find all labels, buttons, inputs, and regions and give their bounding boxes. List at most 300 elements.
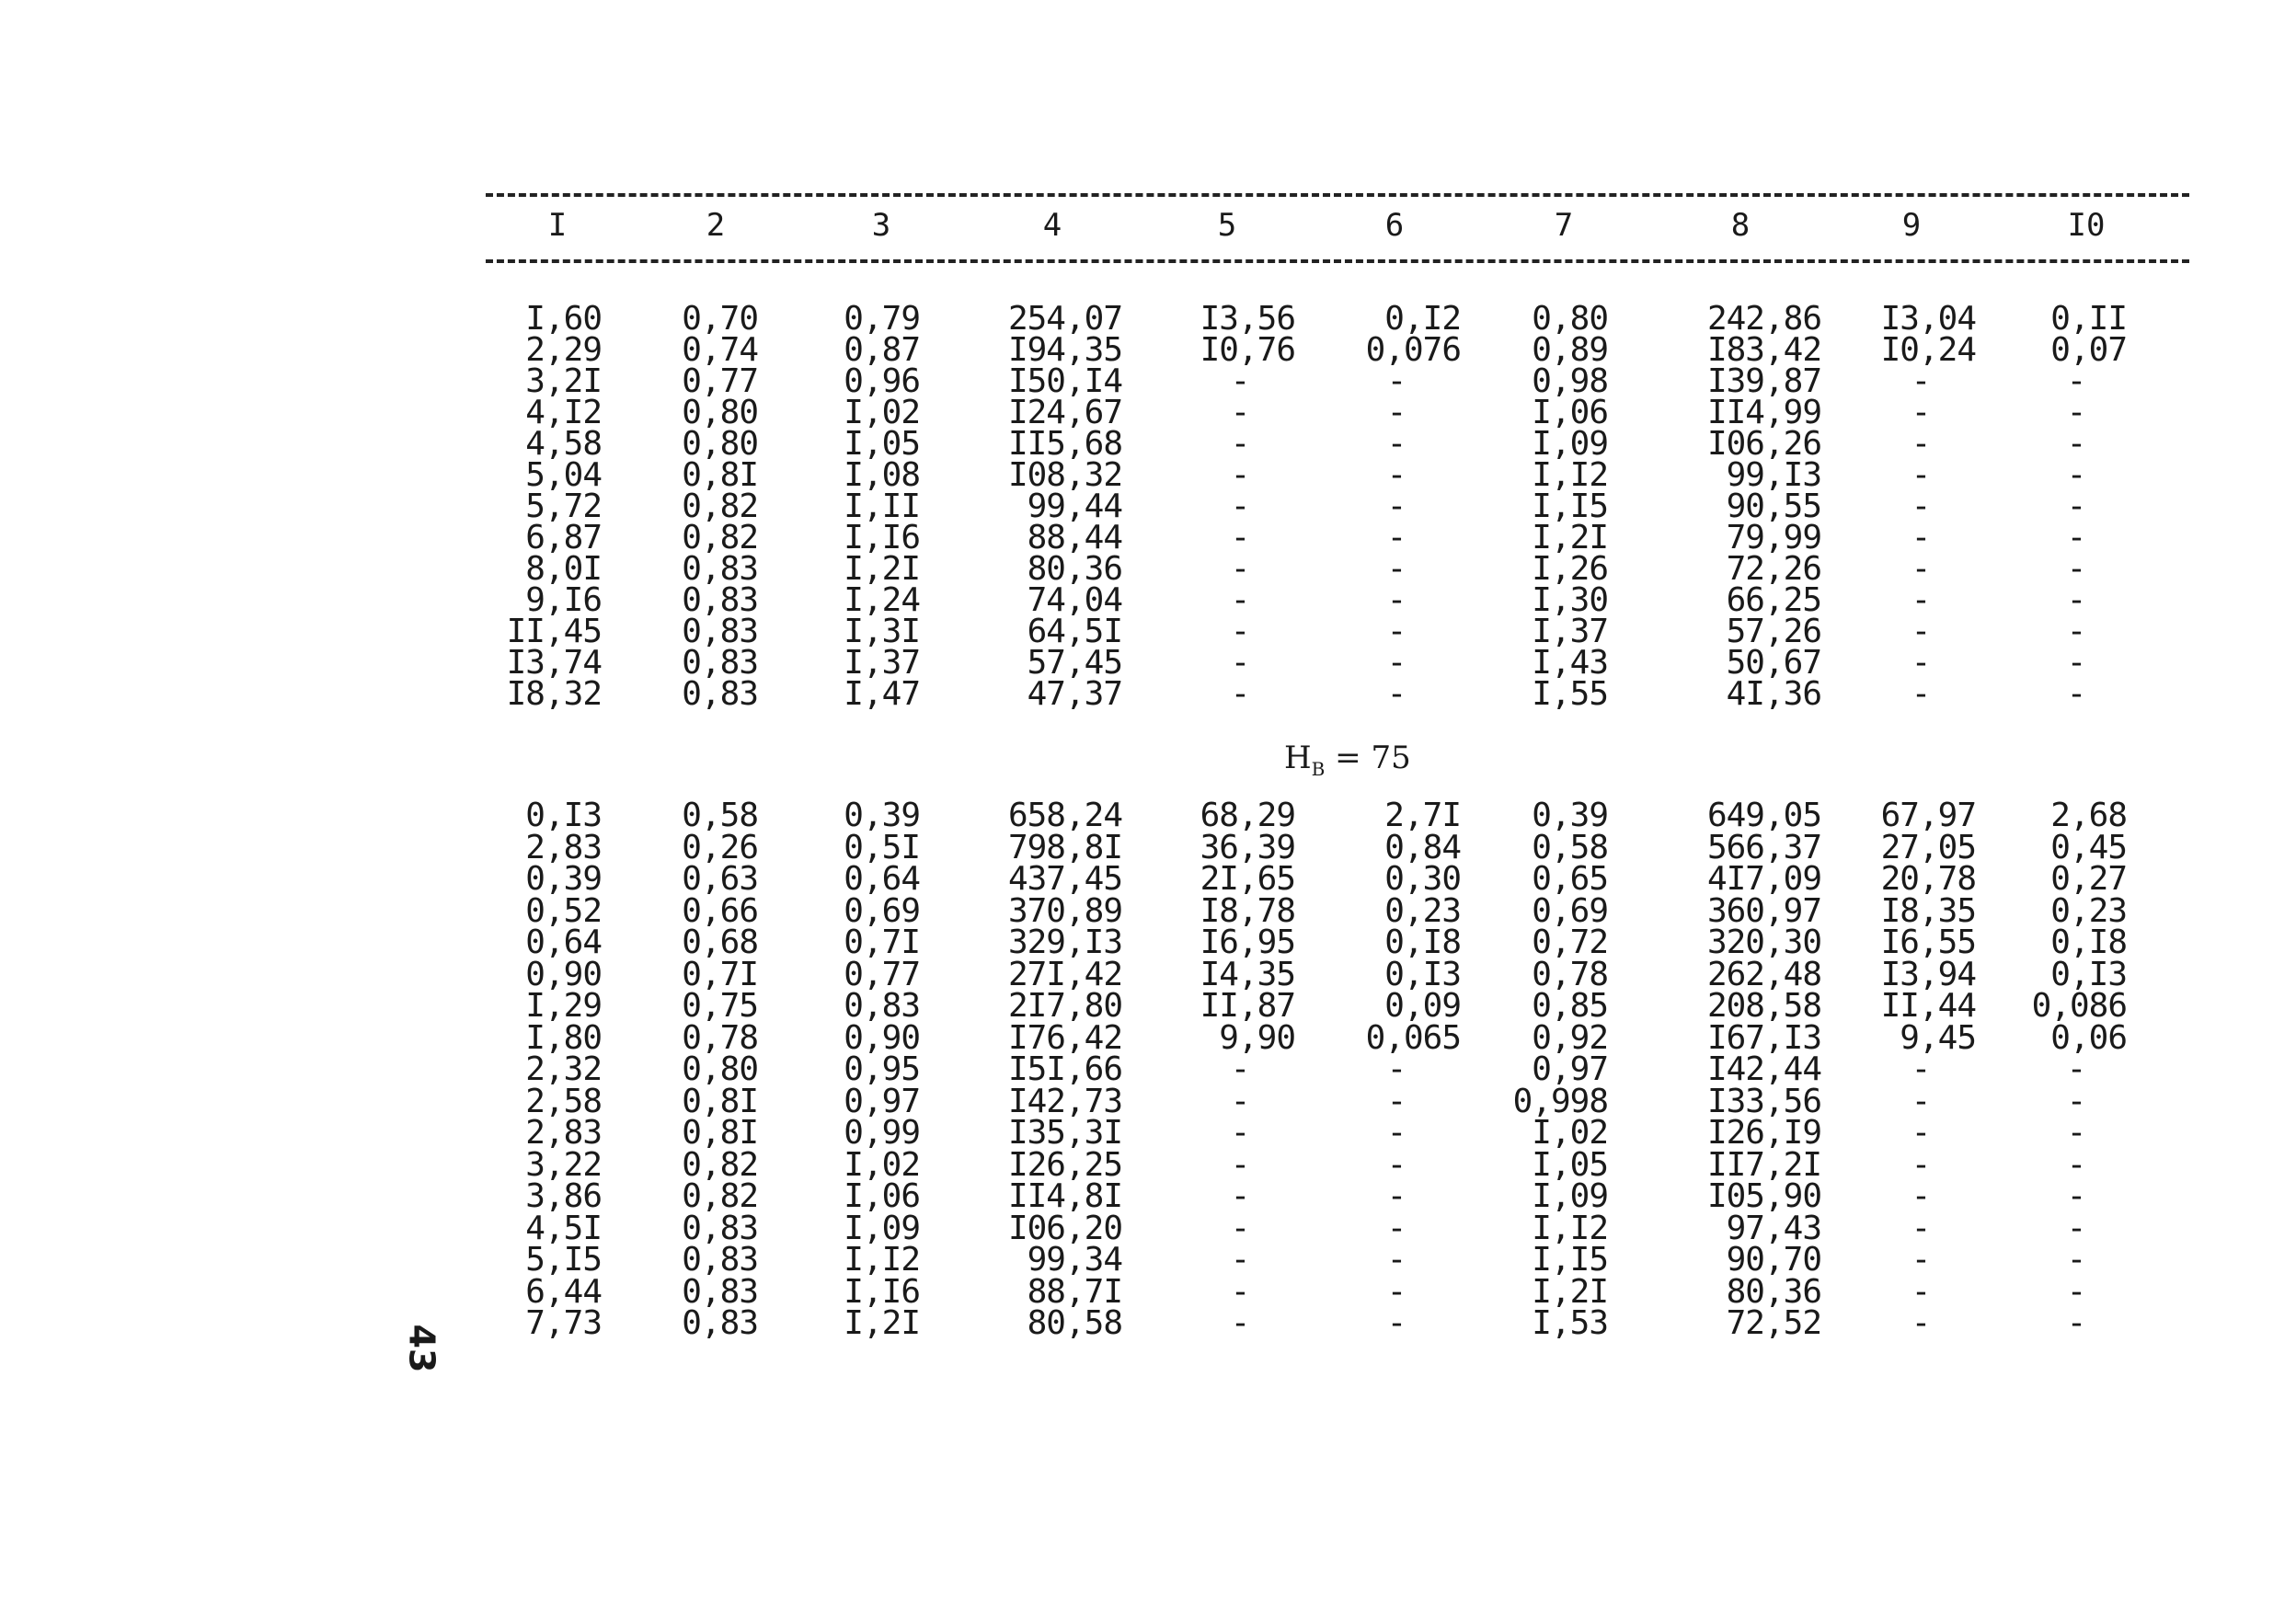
header-col-7: 7	[1554, 207, 1574, 244]
table-cell: I,I6	[844, 519, 920, 556]
table-cell: 0,I3	[2050, 955, 2127, 993]
table-cell: I8,35	[1880, 891, 1976, 930]
block2-column-9	[1866, 797, 1976, 1342]
table-cell: 4I7,09	[1706, 860, 1821, 898]
table-cell: 0,5I	[844, 828, 920, 866]
table-cell: I,3I	[844, 613, 920, 650]
table-cell: 0,83	[682, 1209, 758, 1247]
table-cell: 0,58	[682, 797, 758, 834]
table-cell: -	[1386, 1272, 1406, 1311]
table-cell: 9,I6	[525, 581, 602, 619]
block1-column-7	[1498, 300, 1608, 713]
table-cell: -	[1230, 1177, 1250, 1215]
table-cell: 47,37	[1027, 675, 1122, 713]
table-cell: -	[1230, 1082, 1250, 1120]
table-cell: I,2I	[844, 1304, 920, 1342]
table-cell: -	[2066, 613, 2086, 650]
table-cell: 0,39	[844, 797, 920, 834]
table-cell: 3,86	[525, 1177, 602, 1215]
table-cell: 4,58	[525, 425, 602, 463]
table-cell: -	[1386, 1145, 1406, 1184]
table-cell: 5,I5	[525, 1241, 602, 1279]
table-cell: 88,44	[1027, 519, 1122, 556]
table-cell: 0,80	[682, 425, 758, 463]
table-cell: 0,09	[1384, 987, 1461, 1025]
table-cell: -	[2066, 1145, 2086, 1184]
table-cell: 90,55	[1726, 488, 1821, 525]
table-cell: 0,30	[1384, 860, 1461, 898]
table-cell: 0,72	[1532, 923, 1608, 961]
table-cell: 2I,65	[1200, 860, 1295, 898]
table-cell: -	[1230, 456, 1250, 494]
table-cell: 0,79	[844, 300, 920, 338]
table-cell: 0,83	[682, 675, 758, 713]
table-cell: -	[2066, 488, 2086, 525]
table-cell: -	[1230, 488, 1250, 525]
table-cell: 0,I3	[525, 797, 602, 834]
block1-column-5	[1185, 300, 1295, 713]
table-cell: 0,90	[525, 955, 602, 993]
table-cell: I26,25	[1007, 1145, 1122, 1184]
table-cell: -	[1230, 362, 1250, 400]
table-cell: 0,82	[682, 488, 758, 525]
header-col-4: 4	[1042, 207, 1062, 244]
table-cell: -	[1230, 550, 1250, 588]
table-cell: 0,78	[682, 1018, 758, 1057]
table-cell: I,47	[844, 675, 920, 713]
separator-symbol: H	[1284, 740, 1312, 776]
table-cell: I,37	[844, 644, 920, 682]
table-cell: 4I,36	[1726, 675, 1821, 713]
header-col-6: 6	[1384, 207, 1405, 244]
table-cell: 0,83	[682, 1241, 758, 1279]
table-cell: I8,32	[506, 675, 602, 713]
table-cell: 0,82	[682, 1177, 758, 1215]
table-cell: -	[2066, 1209, 2086, 1247]
table-cell: -	[2066, 425, 2086, 463]
table-cell: -	[1230, 1209, 1250, 1247]
table-cell: 0,7I	[844, 923, 920, 961]
table-cell: 8,0I	[525, 550, 602, 588]
header-col-9: 9	[1901, 207, 1922, 244]
table-cell: I4,35	[1200, 955, 1295, 993]
table-cell: I6,55	[1880, 923, 1976, 961]
table-cell: -	[1386, 1304, 1406, 1342]
table-cell: 329,I3	[1007, 923, 1122, 961]
table-cell: -	[2066, 1177, 2086, 1215]
block1-column-8	[1665, 300, 1821, 713]
table-cell: -	[1911, 425, 1931, 463]
table-cell: I,02	[1532, 1114, 1608, 1152]
table-cell: I42,44	[1706, 1050, 1821, 1088]
table-cell: I,09	[1532, 425, 1608, 463]
table-cell: -	[2066, 456, 2086, 494]
table-cell: 566,37	[1706, 828, 1821, 866]
table-cell: 66,25	[1726, 581, 1821, 619]
table-cell: I0,24	[1880, 331, 1976, 369]
table-cell: 0,82	[682, 519, 758, 556]
table-cell: -	[1911, 519, 1931, 556]
table-cell: 798,8I	[1007, 828, 1122, 866]
table-cell: I,80	[525, 1018, 602, 1057]
table-cell: I,29	[525, 987, 602, 1025]
table-cell: II,45	[506, 613, 602, 650]
table-cell: -	[2066, 1241, 2086, 1279]
table-cell: I,2I	[1532, 1272, 1608, 1311]
table-cell: 360,97	[1706, 891, 1821, 930]
table-cell: 64,5I	[1027, 613, 1122, 650]
table-cell: -	[1911, 362, 1931, 400]
table-cell: 0,78	[1532, 955, 1608, 993]
table-cell: 0,06	[2050, 1018, 2127, 1057]
table-cell: 0,82	[682, 1145, 758, 1184]
table-cell: -	[1911, 1145, 1931, 1184]
table-cell: 0,63	[682, 860, 758, 898]
table-cell: 0,83	[682, 613, 758, 650]
table-cell: 658,24	[1007, 797, 1122, 834]
table-cell: -	[1386, 1209, 1406, 1247]
table-cell: -	[1911, 644, 1931, 682]
table-cell: II4,8I	[1007, 1177, 1122, 1215]
table-cell: I06,26	[1706, 425, 1821, 463]
table-cell: 370,89	[1007, 891, 1122, 930]
table-cell: I,26	[1532, 550, 1608, 588]
header-col-8: 8	[1730, 207, 1751, 244]
table-cell: 67,97	[1880, 797, 1976, 834]
table-cell: 0,69	[1532, 891, 1608, 930]
table-cell: 3,22	[525, 1145, 602, 1184]
table-cell: 9,45	[1900, 1018, 1976, 1057]
table-cell: -	[1386, 1082, 1406, 1120]
table-cell: -	[2066, 1114, 2086, 1152]
table-cell: I,60	[525, 300, 602, 338]
table-cell: I3,56	[1200, 300, 1295, 338]
table-cell: 68,29	[1200, 797, 1295, 834]
table-cell: 0,II	[2050, 300, 2127, 338]
table-cell: I6,95	[1200, 923, 1295, 961]
table-cell: 649,05	[1706, 797, 1821, 834]
table-cell: 0,66	[682, 891, 758, 930]
table-cell: -	[1230, 675, 1250, 713]
table-cell: I,05	[844, 425, 920, 463]
header-rule	[486, 259, 2189, 263]
block1-column-1	[473, 300, 602, 713]
block2-column-1	[473, 797, 602, 1342]
table-cell: II5,68	[1007, 425, 1122, 463]
table-cell: 50,67	[1726, 644, 1821, 682]
table-cell: 36,39	[1200, 828, 1295, 866]
block2-column-3	[809, 797, 920, 1342]
table-cell: -	[1230, 581, 1250, 619]
table-cell: -	[1386, 1177, 1406, 1215]
table-cell: 0,87	[844, 331, 920, 369]
table-cell: I8,78	[1200, 891, 1295, 930]
table-cell: 0,83	[844, 987, 920, 1025]
table-cell: II7,2I	[1706, 1145, 1821, 1184]
table-cell: 0,076	[1365, 331, 1461, 369]
header-col-5: 5	[1217, 207, 1237, 244]
table-cell: 208,58	[1706, 987, 1821, 1025]
table-cell: I,I2	[844, 1241, 920, 1279]
separator-subscript: B	[1311, 757, 1326, 780]
table-cell: I,24	[844, 581, 920, 619]
table-cell: I,2I	[844, 550, 920, 588]
block1-column-3	[809, 300, 920, 713]
table-cell: 2,83	[525, 1114, 602, 1152]
block-separator-label	[1284, 740, 1411, 780]
table-cell: -	[1911, 456, 1931, 494]
table-cell: -	[2066, 362, 2086, 400]
table-cell: I,06	[1532, 394, 1608, 431]
table-cell: 27I,42	[1007, 955, 1122, 993]
table-cell: 0,I8	[1384, 923, 1461, 961]
table-cell: I,2I	[1532, 519, 1608, 556]
block2-column-4	[966, 797, 1122, 1342]
table-cell: I,08	[844, 456, 920, 494]
table-cell: I,37	[1532, 613, 1608, 650]
table-cell: II,44	[1880, 987, 1976, 1025]
table-cell: -	[1230, 1272, 1250, 1311]
table-cell: I06,20	[1007, 1209, 1122, 1247]
table-cell: 4,5I	[525, 1209, 602, 1247]
table-cell: I,I2	[1532, 456, 1608, 494]
table-cell: 0,75	[682, 987, 758, 1025]
table-cell: 3,2I	[525, 362, 602, 400]
table-cell: 2,58	[525, 1082, 602, 1120]
table-cell: 0,58	[1532, 828, 1608, 866]
table-cell: 0,89	[1532, 331, 1608, 369]
table-cell: 0,90	[844, 1018, 920, 1057]
table-cell: 0,74	[682, 331, 758, 369]
table-cell: -	[1911, 550, 1931, 588]
table-cell: 2I7,80	[1007, 987, 1122, 1025]
table-cell: I39,87	[1706, 362, 1821, 400]
table-cell: -	[1230, 1050, 1250, 1088]
table-cell: I3,94	[1880, 955, 1976, 993]
table-cell: 0,I8	[2050, 923, 2127, 961]
top-rule	[486, 193, 2189, 197]
table-cell: 0,68	[682, 923, 758, 961]
table-cell: 72,52	[1726, 1304, 1821, 1342]
table-cell: -	[1386, 613, 1406, 650]
table-cell: -	[1386, 1241, 1406, 1279]
table-cell: 0,98	[1532, 362, 1608, 400]
table-cell: I,02	[844, 1145, 920, 1184]
table-cell: 0,80	[682, 394, 758, 431]
table-cell: -	[1230, 519, 1250, 556]
table-cell: I,55	[1532, 675, 1608, 713]
header-col-1: I	[547, 207, 568, 244]
table-cell: 27,05	[1880, 828, 1976, 866]
table-cell: 0,45	[2050, 828, 2127, 866]
table-cell: -	[1911, 1304, 1931, 1342]
table-cell: 0,64	[844, 860, 920, 898]
table-cell: 6,44	[525, 1272, 602, 1311]
table-cell: I24,67	[1007, 394, 1122, 431]
table-cell: -	[1230, 1145, 1250, 1184]
table-cell: 0,64	[525, 923, 602, 961]
table-cell: 0,77	[844, 955, 920, 993]
table-cell: 0,998	[1512, 1082, 1608, 1120]
table-cell: 0,80	[682, 1050, 758, 1088]
table-cell: 7,73	[525, 1304, 602, 1342]
table-cell: -	[2066, 1082, 2086, 1120]
page-number: 43	[401, 1324, 442, 1373]
header-row	[486, 207, 2189, 250]
table-cell: 80,36	[1027, 550, 1122, 588]
table-cell: 57,45	[1027, 644, 1122, 682]
table-cell: 0,23	[1384, 891, 1461, 930]
table-cell: I,02	[844, 394, 920, 431]
block2-column-7	[1498, 797, 1608, 1342]
table-cell: 90,70	[1726, 1241, 1821, 1279]
table-cell: 0,85	[1532, 987, 1608, 1025]
table-cell: -	[1386, 519, 1406, 556]
table-cell: 0,84	[1384, 828, 1461, 866]
table-cell: I08,32	[1007, 456, 1122, 494]
table-cell: -	[2066, 394, 2086, 431]
table-cell: I35,3I	[1007, 1114, 1122, 1152]
table-cell: -	[1230, 425, 1250, 463]
table-cell: I,I5	[1532, 1241, 1608, 1279]
table-cell: I94,35	[1007, 331, 1122, 369]
table-cell: -	[1911, 675, 1931, 713]
table-cell: I,43	[1532, 644, 1608, 682]
table-cell: -	[1230, 613, 1250, 650]
table-cell: I76,42	[1007, 1018, 1122, 1057]
table-cell: -	[1911, 613, 1931, 650]
table-cell: 0,7I	[682, 955, 758, 993]
table-cell: I26,I9	[1706, 1114, 1821, 1152]
table-cell: I,30	[1532, 581, 1608, 619]
table-cell: -	[1911, 1209, 1931, 1247]
table-cell: 0,83	[682, 550, 758, 588]
table-cell: I0,76	[1200, 331, 1295, 369]
header-col-2: 2	[706, 207, 726, 244]
table-cell: 262,48	[1706, 955, 1821, 993]
table-cell: 80,36	[1726, 1272, 1821, 1311]
block2-column-10	[2026, 797, 2127, 1342]
table-cell: -	[2066, 519, 2086, 556]
table-cell: 57,26	[1726, 613, 1821, 650]
table-cell: 0,77	[682, 362, 758, 400]
table-cell: 0,8I	[682, 1082, 758, 1120]
table-cell: -	[1911, 1050, 1931, 1088]
table-cell: -	[1386, 581, 1406, 619]
table-cell: -	[1230, 394, 1250, 431]
table-cell: 0,92	[1532, 1018, 1608, 1057]
table-cell: 0,80	[1532, 300, 1608, 338]
table-cell: 20,78	[1880, 860, 1976, 898]
table-cell: 254,07	[1007, 300, 1122, 338]
table-cell: 0,26	[682, 828, 758, 866]
table-cell: I,09	[844, 1209, 920, 1247]
table-cell: 2,83	[525, 828, 602, 866]
table-cell: -	[1386, 425, 1406, 463]
table-cell: -	[1386, 675, 1406, 713]
table-cell: 2,68	[2050, 797, 2127, 834]
table-cell: 0,99	[844, 1114, 920, 1152]
table-cell: I,II	[844, 488, 920, 525]
table-cell: I83,42	[1706, 331, 1821, 369]
table-cell: 320,30	[1706, 923, 1821, 961]
table-cell: II,87	[1200, 987, 1295, 1025]
table-cell: 99,I3	[1726, 456, 1821, 494]
table-cell: I67,I3	[1706, 1018, 1821, 1057]
table-cell: 2,29	[525, 331, 602, 369]
table-cell: I5I,66	[1007, 1050, 1122, 1088]
table-cell: 5,04	[525, 456, 602, 494]
table-cell: -	[2066, 1050, 2086, 1088]
table-cell: -	[2066, 1272, 2086, 1311]
block1-column-9	[1866, 300, 1976, 713]
table-cell: 74,04	[1027, 581, 1122, 619]
table-cell: 0,065	[1365, 1018, 1461, 1057]
table-cell: 0,23	[2050, 891, 2127, 930]
table-cell: -	[1386, 394, 1406, 431]
table-cell: -	[1386, 488, 1406, 525]
table-cell: 0,39	[525, 860, 602, 898]
table-cell: 97,43	[1726, 1209, 1821, 1247]
table-cell: I,I5	[1532, 488, 1608, 525]
table-cell: -	[1911, 581, 1931, 619]
block2-column-6	[1332, 797, 1461, 1342]
table-cell: -	[1911, 488, 1931, 525]
table-cell: 9,90	[1219, 1018, 1295, 1057]
table-cell: -	[1386, 456, 1406, 494]
table-cell: 0,8I	[682, 1114, 758, 1152]
table-cell: I05,90	[1706, 1177, 1821, 1215]
table-cell: 4,I2	[525, 394, 602, 431]
table-cell: 0,83	[682, 581, 758, 619]
header-col-3: 3	[871, 207, 891, 244]
table-cell: -	[1386, 1114, 1406, 1152]
table-cell: 79,99	[1726, 519, 1821, 556]
table-cell: I,06	[844, 1177, 920, 1215]
table-cell: -	[1911, 1177, 1931, 1215]
table-cell: I,I6	[844, 1272, 920, 1311]
table-cell: I3,74	[506, 644, 602, 682]
table-cell: 242,86	[1706, 300, 1821, 338]
block1-column-4	[966, 300, 1122, 713]
table-cell: 0,I3	[1384, 955, 1461, 993]
table-cell: 0,07	[2050, 331, 2127, 369]
table-cell: 0,I2	[1384, 300, 1461, 338]
table-cell: -	[1911, 1114, 1931, 1152]
table-cell: -	[2066, 675, 2086, 713]
header-col-10: I0	[2067, 207, 2106, 244]
table-cell: -	[1911, 1241, 1931, 1279]
table-cell: I50,I4	[1007, 362, 1122, 400]
table-cell: 0,83	[682, 1304, 758, 1342]
table-cell: I3,04	[1880, 300, 1976, 338]
table-cell: -	[1230, 1304, 1250, 1342]
table-cell: 0,086	[2031, 987, 2127, 1025]
table-cell: 0,83	[682, 1272, 758, 1311]
block1-column-10	[2026, 300, 2127, 713]
separator-relation: =	[1335, 740, 1361, 776]
table-cell: 0,83	[682, 644, 758, 682]
table-cell: 80,58	[1027, 1304, 1122, 1342]
table-cell: I,53	[1532, 1304, 1608, 1342]
table-cell: -	[1386, 644, 1406, 682]
table-cell: 0,69	[844, 891, 920, 930]
table-cell: -	[1386, 362, 1406, 400]
table-cell: 6,87	[525, 519, 602, 556]
table-cell: -	[1911, 1082, 1931, 1120]
table-cell: 0,27	[2050, 860, 2127, 898]
table-cell: 0,8I	[682, 456, 758, 494]
